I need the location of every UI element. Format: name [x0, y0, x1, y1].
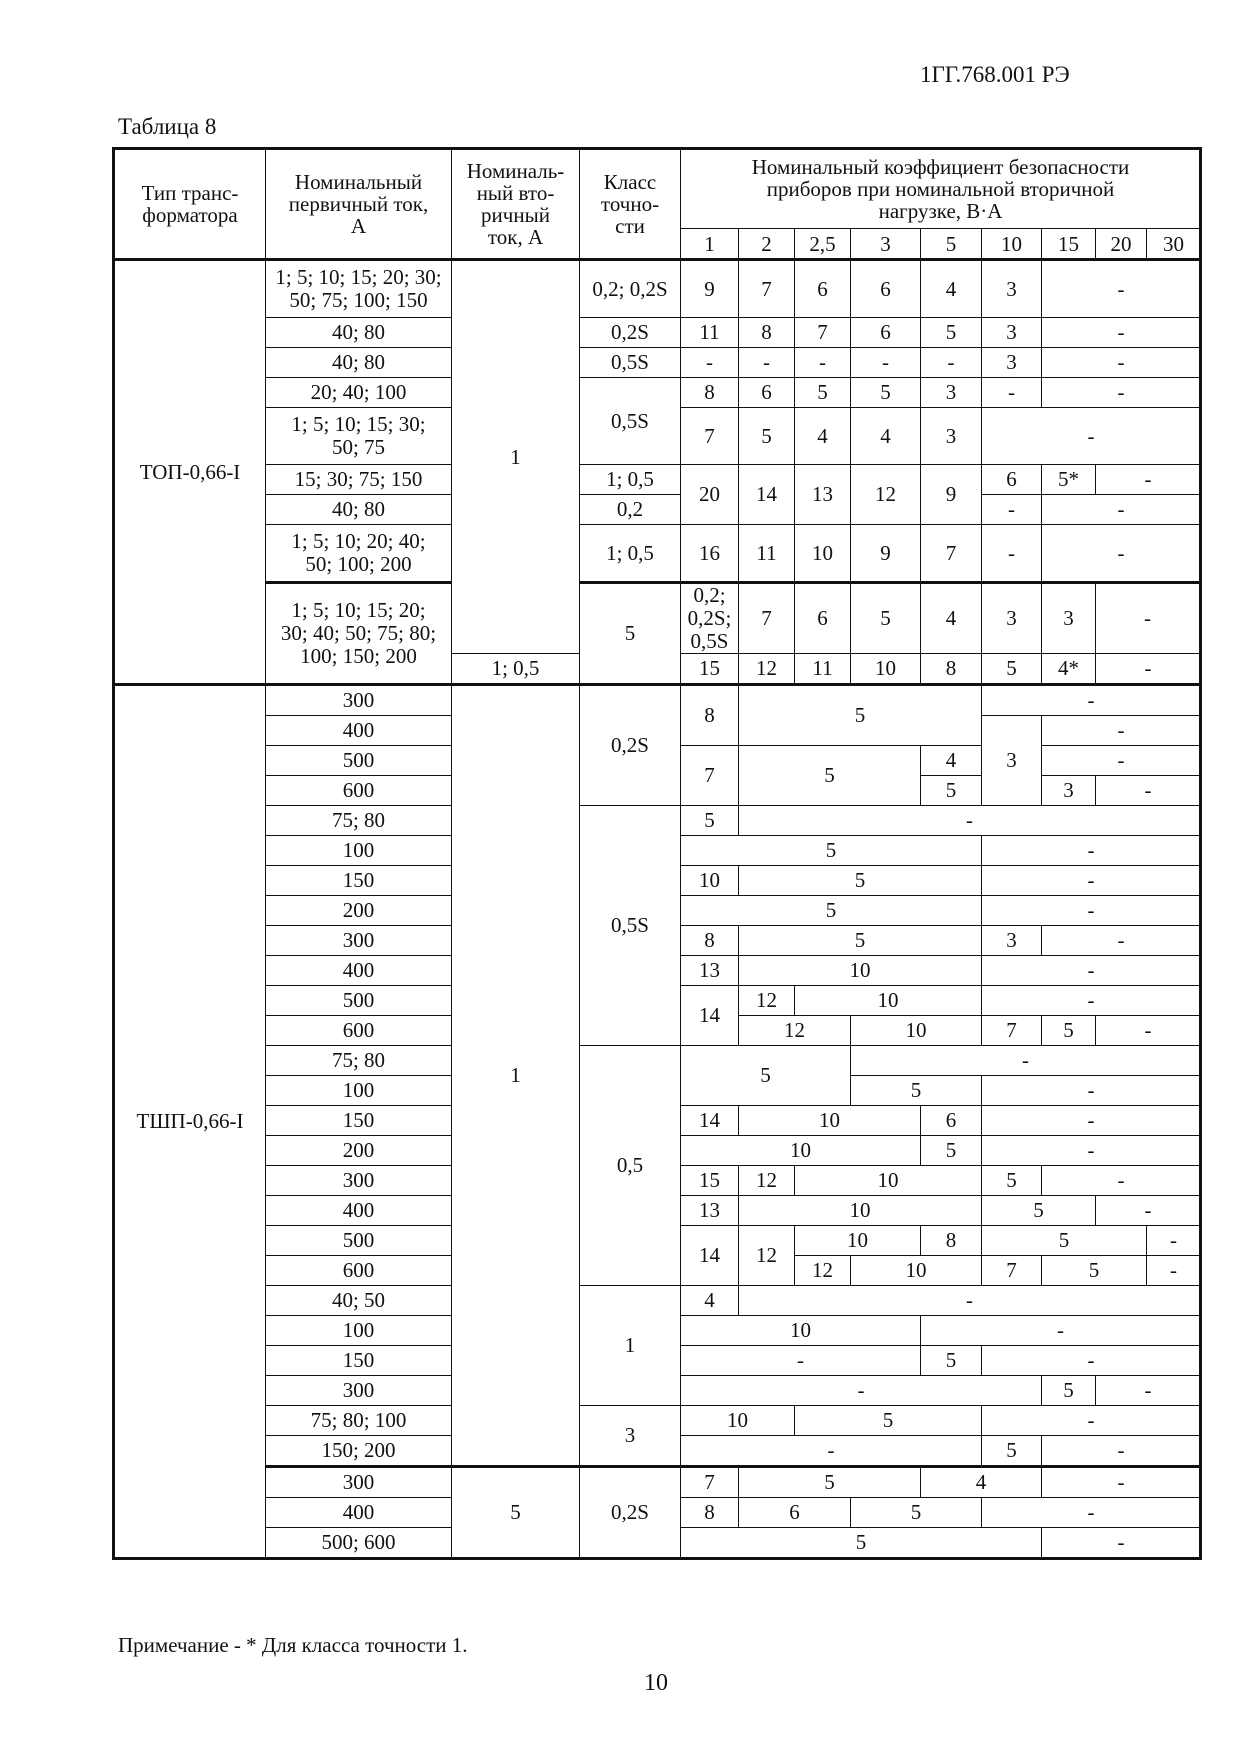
- table-cell: -: [921, 1316, 1201, 1346]
- secondary-current-cell: 1: [452, 685, 580, 1467]
- table-cell: -: [851, 1046, 1201, 1076]
- table-cell: -: [1042, 1436, 1201, 1467]
- table-cell: 3: [921, 378, 982, 408]
- table-cell: 150: [266, 1106, 452, 1136]
- table-cell: 10: [795, 1166, 982, 1196]
- table-cell: -: [1096, 776, 1201, 806]
- header-load-3: 3: [851, 229, 921, 260]
- table-cell: 1; 5; 10; 20; 40; 50; 100; 200: [266, 525, 452, 583]
- header-load-2: 2: [739, 229, 795, 260]
- table-cell: 400: [266, 716, 452, 746]
- table-cell: 5: [681, 1046, 851, 1106]
- table-cell: 10: [681, 1136, 921, 1166]
- table-row: [114, 806, 1201, 836]
- table-row: [114, 1467, 1201, 1498]
- table-cell: 5: [921, 776, 982, 806]
- table-cell: 10: [739, 956, 982, 986]
- table-cell: 12: [851, 465, 921, 525]
- header-load-20: 20: [1096, 229, 1147, 260]
- table-cell: 40; 80: [266, 495, 452, 525]
- table-cell: -: [982, 525, 1042, 583]
- table-cell: 6: [851, 318, 921, 348]
- table-cell: 10: [739, 1196, 982, 1226]
- table-cell: 3: [921, 408, 982, 465]
- table-cell: 5: [982, 1436, 1042, 1467]
- table-cell: 7: [982, 1016, 1042, 1046]
- table-cell: 40; 50: [266, 1286, 452, 1316]
- table-cell: 40; 80: [266, 348, 452, 378]
- table-cell: 75; 80: [266, 806, 452, 836]
- table-cell: -: [1096, 465, 1201, 495]
- table-cell: 15; 30; 75; 150: [266, 465, 452, 495]
- table-cell: 0,5: [580, 1046, 681, 1286]
- table-cell: 7: [681, 746, 739, 806]
- table-row: [114, 525, 1201, 583]
- table-cell: 1; 5; 10; 15; 20; 30; 40; 50; 75; 80; 100; 150; 200: [266, 583, 452, 685]
- document-code: 1ГГ.768.001 РЭ: [920, 62, 1070, 87]
- secondary-current-cell: 5: [580, 583, 681, 685]
- table-cell: 4*: [1042, 654, 1096, 685]
- table-cell: -: [982, 1076, 1201, 1106]
- table-cell: 8: [681, 685, 739, 746]
- table-cell: -: [921, 348, 982, 378]
- table-cell: 6: [982, 465, 1042, 495]
- table-row: [114, 685, 1201, 716]
- table-cell: 7: [739, 260, 795, 318]
- table-cell: 5: [851, 1498, 982, 1528]
- table-cell: -: [1096, 583, 1201, 654]
- header-load-30: 30: [1147, 229, 1201, 260]
- table-cell: 150; 200: [266, 1436, 452, 1467]
- safety-factor-table: [112, 147, 1202, 1560]
- table-cell: 5: [1042, 1016, 1096, 1046]
- table-cell: 300: [266, 685, 452, 716]
- header-load-10: 10: [982, 229, 1042, 260]
- table-cell: 10: [681, 1406, 795, 1436]
- table-cell: 5: [681, 1528, 1042, 1559]
- table-row: [114, 378, 1201, 408]
- table-cell: 12: [795, 1256, 851, 1286]
- table-cell: -: [795, 348, 851, 378]
- table-row: [114, 260, 1201, 318]
- table-cell: 300: [266, 926, 452, 956]
- table-cell: 13: [681, 956, 739, 986]
- table-cell: 14: [681, 986, 739, 1046]
- table-cell: 12: [739, 654, 795, 685]
- table-cell: 500: [266, 1226, 452, 1256]
- table-cell: 10: [795, 986, 982, 1016]
- table-cell: 5: [851, 583, 921, 654]
- table-cell: -: [681, 1376, 1042, 1406]
- table-cell: -: [982, 378, 1042, 408]
- table-cell: 10: [851, 1016, 982, 1046]
- table-cell: 150: [266, 1346, 452, 1376]
- table-cell: 0,5S: [580, 348, 681, 378]
- table-cell: 20; 40; 100: [266, 378, 452, 408]
- table-cell: 0,2S: [580, 685, 681, 806]
- table-cell: 75; 80; 100: [266, 1406, 452, 1436]
- table-cell: 9: [681, 260, 739, 318]
- table-cell: 10: [795, 525, 851, 583]
- header-primary-current: Номинальный первичный ток, А: [266, 149, 452, 260]
- table-cell: 1; 5; 10; 15; 20; 30; 50; 75; 100; 150: [266, 260, 452, 318]
- table-cell: 200: [266, 1136, 452, 1166]
- table-cell: 300: [266, 1376, 452, 1406]
- table-cell: 600: [266, 1256, 452, 1286]
- table-cell: 40; 80: [266, 318, 452, 348]
- table-cell: 10: [795, 1226, 921, 1256]
- table-cell: 100: [266, 1076, 452, 1106]
- table-cell: 11: [795, 654, 851, 685]
- table-cell: -: [982, 1406, 1201, 1436]
- table-cell: -: [681, 348, 739, 378]
- table-cell: 3: [982, 348, 1042, 378]
- table-cell: -: [1042, 746, 1201, 776]
- header-safety-factor: Номинальный коэффициент безопасности приборов при номинальной вторичной нагрузке, В·А: [681, 149, 1201, 229]
- table-cell: 600: [266, 1016, 452, 1046]
- table-cell: 12: [739, 1166, 795, 1196]
- table-cell: -: [982, 956, 1201, 986]
- table-cell: 6: [795, 583, 851, 654]
- table-cell: -: [1147, 1226, 1201, 1256]
- table-cell: 100: [266, 1316, 452, 1346]
- table-cell: 7: [681, 1467, 739, 1498]
- table-cell: 3: [982, 260, 1042, 318]
- table-cell: -: [982, 1498, 1201, 1528]
- table-cell: 10: [681, 1316, 921, 1346]
- table-cell: 5: [681, 896, 982, 926]
- table-cell: -: [1147, 1256, 1201, 1286]
- table-cell: 500; 600: [266, 1528, 452, 1559]
- table-cell: 150: [266, 866, 452, 896]
- table-cell: 7: [982, 1256, 1042, 1286]
- table-cell: 5*: [1042, 465, 1096, 495]
- table-cell: 4: [795, 408, 851, 465]
- table-cell: 6: [739, 378, 795, 408]
- table-cell: 100: [266, 836, 452, 866]
- table-cell: -: [982, 408, 1201, 465]
- table-cell: 12: [739, 986, 795, 1016]
- table-cell: 1: [580, 1286, 681, 1406]
- table-cell: 600: [266, 776, 452, 806]
- table-cell: -: [1042, 348, 1201, 378]
- table-cell: 8: [739, 318, 795, 348]
- table-cell: 7: [739, 583, 795, 654]
- table-cell: 0,2S: [580, 1467, 681, 1559]
- table-cell: -: [1042, 926, 1201, 956]
- table-cell: 6: [795, 260, 851, 318]
- table-cell: 5: [795, 378, 851, 408]
- table-cell: 10: [851, 654, 921, 685]
- table-cell: 300: [266, 1166, 452, 1196]
- table-cell: -: [1096, 1196, 1201, 1226]
- table-cell: 200: [266, 896, 452, 926]
- table-cell: -: [681, 1346, 921, 1376]
- table-cell: -: [1042, 1528, 1201, 1559]
- table-cell: 13: [795, 465, 851, 525]
- transformer-type-top: ТОП-0,66-I: [114, 260, 266, 685]
- page-number: 10: [644, 1670, 668, 1696]
- table-cell: -: [1042, 260, 1201, 318]
- table-cell: -: [739, 348, 795, 378]
- table-cell: -: [982, 836, 1201, 866]
- table-row: [114, 495, 1201, 525]
- table-cell: 5: [921, 318, 982, 348]
- table-cell: 4: [921, 746, 982, 776]
- table-cell: 5: [681, 806, 739, 836]
- table-cell: 3: [982, 716, 1042, 806]
- table-row: [114, 348, 1201, 378]
- table-cell: -: [1042, 1166, 1201, 1196]
- header-secondary-current: Номиналь- ный вто- ричный ток, А: [452, 149, 580, 260]
- table-note: Примечание - * Для класса точности 1.: [118, 1633, 468, 1657]
- table-cell: -: [982, 1346, 1201, 1376]
- table-cell: -: [681, 1436, 982, 1467]
- table-cell: 5: [1042, 1376, 1096, 1406]
- table-cell: 300: [266, 1467, 452, 1498]
- table-cell: 4: [921, 260, 982, 318]
- table-row: [114, 583, 1201, 654]
- header-load-1: 1: [681, 229, 739, 260]
- table-cell: -: [982, 685, 1201, 716]
- table-cell: 1; 5; 10; 15; 30; 50; 75: [266, 408, 452, 465]
- header-load-2-5: 2,5: [795, 229, 851, 260]
- table-cell: -: [1096, 1016, 1201, 1046]
- table-cell: 500: [266, 746, 452, 776]
- table-cell: 3: [982, 583, 1042, 654]
- table-cell: 0,2: [580, 495, 681, 525]
- table-cell: 10: [851, 1256, 982, 1286]
- table-cell: 7: [921, 525, 982, 583]
- header-accuracy-class: Класс точно- сти: [580, 149, 681, 260]
- table-cell: -: [1042, 378, 1201, 408]
- table-cell: -: [982, 866, 1201, 896]
- table-cell: -: [982, 495, 1042, 525]
- table-cell: -: [1042, 716, 1201, 746]
- table-cell: -: [1096, 1376, 1201, 1406]
- table-cell: 6: [739, 1498, 851, 1528]
- table-cell: 4: [851, 408, 921, 465]
- table-cell: 9: [921, 465, 982, 525]
- table-cell: 5: [739, 685, 982, 746]
- table-cell: 5: [739, 1467, 921, 1498]
- table-cell: 5: [921, 1136, 982, 1166]
- table-cell: 0,2; 0,2S; 0,5S: [681, 583, 739, 654]
- table-cell: 0,2; 0,2S: [580, 260, 681, 318]
- table-cell: 1; 0,5: [452, 654, 580, 685]
- secondary-current-cell: 5: [452, 1467, 580, 1559]
- table-cell: 5: [982, 654, 1042, 685]
- table-cell: -: [1042, 318, 1201, 348]
- table-cell: 20: [681, 465, 739, 525]
- table-caption: Таблица 8: [118, 114, 217, 139]
- table-cell: 16: [681, 525, 739, 583]
- table-cell: 400: [266, 1196, 452, 1226]
- table-cell: 4: [921, 583, 982, 654]
- table-cell: 15: [681, 654, 739, 685]
- table-cell: -: [982, 986, 1201, 1016]
- table-cell: 5: [739, 408, 795, 465]
- table-cell: 3: [580, 1406, 681, 1467]
- table-cell: 5: [739, 746, 921, 806]
- table-cell: 5: [795, 1406, 982, 1436]
- table-cell: 8: [681, 1498, 739, 1528]
- table-cell: -: [851, 348, 921, 378]
- table-cell: 12: [739, 1226, 795, 1286]
- table-cell: 4: [921, 1467, 1042, 1498]
- table-row: [114, 1046, 1201, 1076]
- table-cell: 1; 0,5: [580, 525, 681, 583]
- table-cell: -: [982, 1136, 1201, 1166]
- table-cell: 3: [982, 318, 1042, 348]
- table-cell: 5: [739, 926, 982, 956]
- table-cell: 7: [795, 318, 851, 348]
- transformer-type-tshp: ТШП-0,66-I: [114, 685, 266, 1559]
- table-cell: 7: [681, 408, 739, 465]
- table-cell: 14: [681, 1226, 739, 1286]
- header-load-15: 15: [1042, 229, 1096, 260]
- table-cell: 5: [681, 836, 982, 866]
- table-row: [114, 1406, 1201, 1436]
- header-load-5: 5: [921, 229, 982, 260]
- table-cell: 1; 0,5: [580, 465, 681, 495]
- table-cell: 6: [921, 1106, 982, 1136]
- table-cell: 400: [266, 1498, 452, 1528]
- table-cell: 5: [1042, 1256, 1147, 1286]
- table-cell: 75; 80: [266, 1046, 452, 1076]
- table-cell: 6: [851, 260, 921, 318]
- table-cell: 0,2S: [580, 318, 681, 348]
- table-cell: 5: [739, 866, 982, 896]
- table-cell: 9: [851, 525, 921, 583]
- table-cell: 5: [982, 1196, 1096, 1226]
- table-cell: 5: [982, 1226, 1147, 1256]
- table-row: [114, 318, 1201, 348]
- table-cell: 3: [1042, 583, 1096, 654]
- table-cell: 3: [1042, 776, 1096, 806]
- table-cell: -: [739, 806, 1201, 836]
- table-cell: 5: [921, 1346, 982, 1376]
- table-cell: 13: [681, 1196, 739, 1226]
- table-cell: 12: [739, 1016, 851, 1046]
- header-type: Тип транс- форматора: [114, 149, 266, 260]
- table-cell: 500: [266, 986, 452, 1016]
- table-cell: 0,5S: [580, 378, 681, 465]
- table-cell: -: [1042, 495, 1201, 525]
- table-cell: -: [982, 896, 1201, 926]
- table-cell: 14: [681, 1106, 739, 1136]
- table-cell: -: [1096, 654, 1201, 685]
- table-cell: -: [1042, 1467, 1201, 1498]
- table-row: [114, 1286, 1201, 1316]
- table-cell: 15: [681, 1166, 739, 1196]
- secondary-current-cell: 1: [452, 260, 580, 654]
- table-row: [114, 465, 1201, 495]
- table-cell: 8: [921, 1226, 982, 1256]
- table-cell: 5: [851, 1076, 982, 1106]
- table-cell: -: [1042, 525, 1201, 583]
- table-cell: 8: [921, 654, 982, 685]
- table-cell: 14: [739, 465, 795, 525]
- table-cell: 5: [851, 378, 921, 408]
- table-cell: 11: [739, 525, 795, 583]
- table-cell: 11: [681, 318, 739, 348]
- table-cell: 5: [982, 1166, 1042, 1196]
- table-cell: 3: [982, 926, 1042, 956]
- table-cell: 8: [681, 378, 739, 408]
- table-cell: 10: [681, 866, 739, 896]
- table-cell: 0,5S: [580, 806, 681, 1046]
- table-cell: -: [739, 1286, 1201, 1316]
- table-cell: 10: [739, 1106, 921, 1136]
- table-cell: 8: [681, 926, 739, 956]
- table-cell: 4: [681, 1286, 739, 1316]
- table-cell: 400: [266, 956, 452, 986]
- table-cell: -: [982, 1106, 1201, 1136]
